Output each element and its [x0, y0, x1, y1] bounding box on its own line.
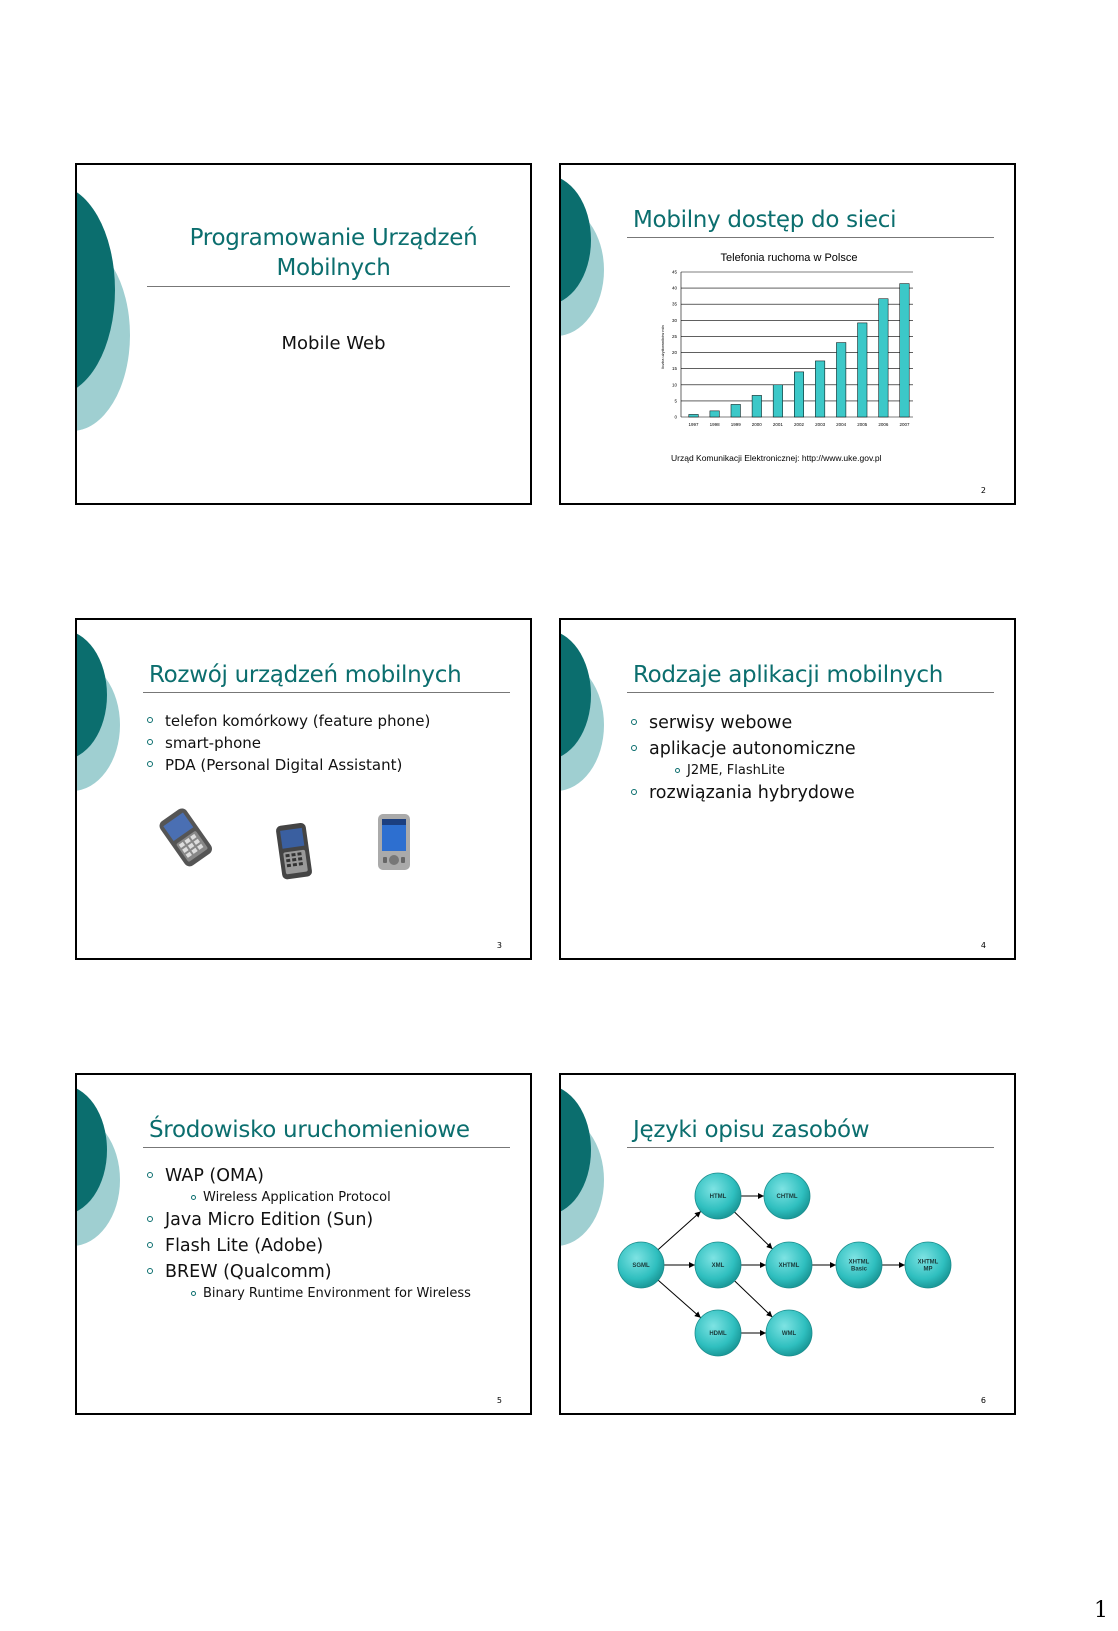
- list-item: aplikacje autonomiczne: [631, 736, 856, 762]
- bar: [836, 343, 845, 417]
- slide-3: [75, 618, 532, 960]
- list-item: J2ME, FlashLite: [675, 762, 856, 780]
- slide-decoration: [561, 165, 641, 505]
- smart-phone-image: [273, 820, 317, 882]
- y-tick-label: 15: [671, 366, 677, 372]
- x-tick-label: 2002: [793, 422, 805, 427]
- diagram-node-label: CHTML: [776, 1194, 798, 1200]
- bullet-icon: [631, 745, 637, 751]
- bullet-icon: [147, 717, 153, 723]
- y-tick-label: 20: [671, 350, 677, 356]
- x-tick-label: 2005: [857, 422, 868, 427]
- diagram-node-label: XHTML: [848, 1259, 870, 1266]
- slide-title: Środowisko uruchomieniowe: [149, 1117, 470, 1143]
- x-tick-label: 2004: [836, 422, 847, 427]
- diagram-node-label: XHTML: [778, 1263, 800, 1269]
- diagram-arrow: [735, 1281, 773, 1317]
- list-item: serwisy webowe: [631, 710, 856, 736]
- list-item: Flash Lite (Adobe): [147, 1233, 471, 1259]
- slide-title: Języki opisu zasobów: [633, 1117, 870, 1143]
- x-tick-label: 2006: [878, 422, 889, 427]
- list-item: smart-phone: [147, 732, 430, 754]
- bar: [731, 404, 740, 417]
- slide-4: [559, 618, 1016, 960]
- y-tick-label: 40: [671, 285, 677, 291]
- diagram-node-label: Basic: [850, 1266, 868, 1273]
- bar: [773, 385, 782, 417]
- bar: [794, 372, 803, 417]
- diagram-node: [695, 1173, 741, 1219]
- slide-number: 5: [496, 1396, 502, 1405]
- bullet-icon: [147, 739, 153, 745]
- bullet-icon: [191, 1291, 196, 1296]
- slide-6: [559, 1073, 1016, 1415]
- bullet-icon: [147, 1172, 153, 1178]
- slide-5: [75, 1073, 532, 1415]
- slide-title: Mobilny dostęp do sieci: [633, 207, 897, 233]
- diagram-arrow: [734, 1212, 772, 1249]
- title-rule: [147, 286, 510, 287]
- bullet-icon: [147, 1268, 153, 1274]
- y-axis-label: liczba użytkowników mln: [660, 325, 665, 369]
- diagram-node-label: MP: [923, 1266, 933, 1273]
- y-tick-label: 5: [674, 398, 677, 404]
- slide-decoration: [77, 620, 157, 960]
- bullet-icon: [147, 1242, 153, 1248]
- diagram-node-label: XML: [711, 1263, 725, 1269]
- slide-number: 4: [980, 941, 986, 950]
- diagram-node: [905, 1242, 951, 1288]
- x-tick-label: 1998: [709, 422, 720, 427]
- y-tick-label: 45: [671, 269, 677, 275]
- list-item: WAP (OMA): [147, 1163, 471, 1189]
- x-tick-label: 2003: [815, 422, 826, 427]
- bar: [858, 323, 867, 417]
- x-tick-label: 1999: [730, 422, 741, 427]
- diagram-node: [695, 1310, 741, 1356]
- bar: [710, 411, 719, 417]
- slide-title: Rodzaje aplikacji mobilnych: [633, 662, 944, 688]
- list-item: rozwiązania hybrydowe: [631, 780, 856, 806]
- list-item: BREW (Qualcomm): [147, 1259, 471, 1285]
- bar: [689, 414, 698, 417]
- bullet-list: [147, 710, 430, 776]
- slide-number: 6: [980, 1396, 986, 1405]
- diagram-node: [695, 1242, 741, 1288]
- title-rule: [627, 692, 994, 693]
- list-item: Java Micro Edition (Sun): [147, 1207, 471, 1233]
- list-item: Binary Runtime Environment for Wireless: [191, 1285, 471, 1303]
- slide-title: Rozwój urządzeń mobilnych: [149, 662, 462, 688]
- bar: [879, 299, 888, 417]
- diagram-node-label: XHTML: [917, 1259, 939, 1266]
- diagram-node-label: HTML: [709, 1194, 727, 1200]
- title-rule: [143, 692, 510, 693]
- slide-2: [559, 163, 1016, 505]
- slide-number: 2: [980, 486, 986, 495]
- list-item: telefon komórkowy (feature phone): [147, 710, 430, 732]
- slide-number: 3: [496, 941, 502, 950]
- bullet-icon: [675, 768, 680, 773]
- bar: [815, 361, 824, 417]
- slide-1: [75, 163, 532, 505]
- x-tick-label: 2007: [899, 422, 910, 427]
- pda-image: [373, 812, 415, 874]
- x-tick-label: 2000: [751, 422, 762, 427]
- diagram-node-label: SGML: [632, 1263, 650, 1269]
- diagram-node: [618, 1242, 664, 1288]
- diagram-node: [764, 1173, 810, 1219]
- slide-decoration: [561, 620, 641, 960]
- bullet-icon: [191, 1195, 196, 1200]
- feature-phone-image: [151, 804, 221, 868]
- slide-title: Programowanie Urządzeń Mobilnych: [189, 225, 478, 281]
- list-item: Wireless Application Protocol: [191, 1189, 471, 1207]
- bullet-list: [631, 710, 856, 806]
- chart-title: Telefonia ruchoma w Polsce: [720, 252, 858, 264]
- slide-decoration: [77, 1075, 157, 1415]
- diagram-node: [766, 1242, 812, 1288]
- diagram-node: [766, 1310, 812, 1356]
- list-item: PDA (Personal Digital Assistant): [147, 754, 430, 776]
- y-tick-label: 10: [671, 382, 677, 388]
- bullet-list: [147, 1163, 471, 1303]
- y-tick-label: 25: [671, 333, 677, 339]
- markup-language-diagram: [561, 1075, 1016, 1415]
- bullet-icon: [147, 761, 153, 767]
- diagram-node-label: WML: [781, 1331, 797, 1337]
- diagram-node: [836, 1242, 882, 1288]
- y-tick-label: 30: [671, 317, 677, 323]
- bullet-icon: [631, 719, 637, 725]
- bullet-icon: [631, 789, 637, 795]
- diagram-arrow: [658, 1211, 701, 1249]
- x-tick-label: 2001: [772, 422, 783, 427]
- x-tick-label: 1997: [688, 422, 699, 427]
- diagram-node-label: HDML: [709, 1331, 727, 1337]
- bar: [900, 284, 909, 417]
- y-tick-label: 35: [671, 301, 677, 307]
- bullet-icon: [147, 1216, 153, 1222]
- bar: [752, 395, 761, 417]
- slide-subtitle: Mobile Web: [281, 333, 386, 354]
- chart-source: Urząd Komunikacji Elektronicznej: http://www.uke.gov.pl: [671, 453, 882, 463]
- page-number: 1: [1094, 1598, 1108, 1623]
- bar-chart: [651, 247, 951, 437]
- diagram-arrow: [658, 1280, 701, 1318]
- y-tick-label: 0: [674, 414, 677, 420]
- title-rule: [143, 1147, 510, 1148]
- title-rule: [627, 237, 994, 238]
